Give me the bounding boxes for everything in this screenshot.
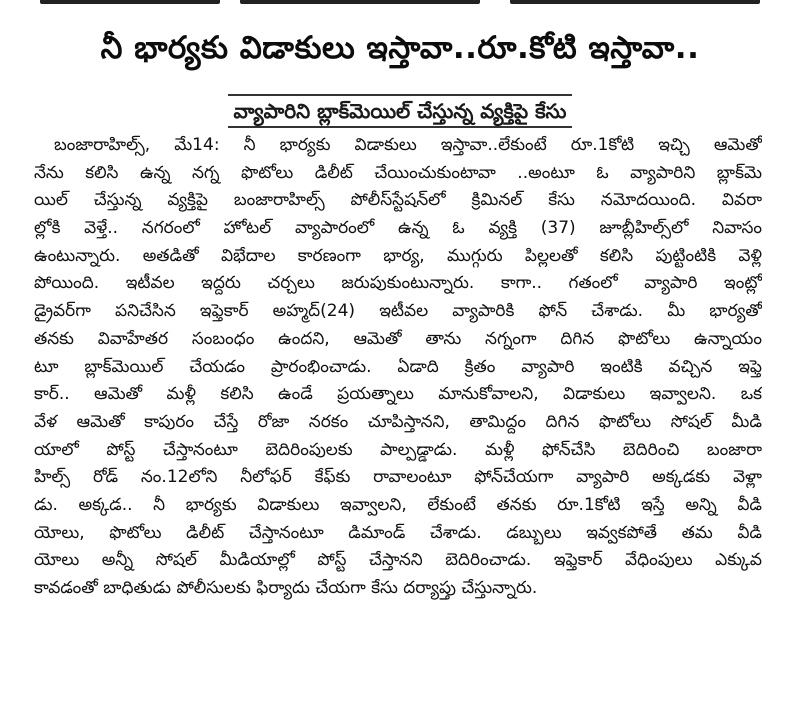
body-line: బంజారాహిల్స్, మే14: నీ భార్యకు విడాకులు ఇస్తావా..లేకుంటే రూ.1కోటి ఇచ్చి ఆమెతో xyxy=(54,135,762,155)
body-line: హిల్స్ రోడ్ నం.12లోని నీలోఫర్ కేఫ్‌కు రావాలంటూ ఫోన్‌చేయగా వ్యాపారి అక్కడకు వెళ్లా xyxy=(34,467,762,488)
remnant-text-stroke xyxy=(240,0,480,4)
article-subheadline-container xyxy=(0,94,800,128)
body-line: కార్.. ఆమెతో మళ్లీ కలిసి ఉండే ప్రయత్నాలు మానుకోవాలని, విడాకులు ఇవ్వాలని. ఒక xyxy=(34,384,762,405)
body-line: డు. అక్కడ.. నీ భార్యకు విడాకులు ఇవ్వాలని, లేకుంటే తనకు రూ.1కోటి ఇస్తే అన్ని వీడి xyxy=(34,494,762,515)
remnant-text-stroke xyxy=(510,0,760,4)
body-line: డ్రైవర్‌గా పనిచేసిన ఇఫ్తెకార్ అహ్మద్(24) ఇటీవల వ్యాపారికి ఫోన్ చేశాడు. మీ భార్యతో xyxy=(34,301,762,322)
article-headline: నీ భార్యకు విడాకులు ఇస్తావా..రూ.కోటి ఇస్తావా.. xyxy=(100,30,700,66)
remnant-text-stroke xyxy=(40,0,220,4)
body-line: పోయింది. ఇటీవల ఇద్దరు చర్చలు జరుపుకుంటున్నారు. కాగా.. గతంలో వ్యాపారి ఇంట్లో xyxy=(34,273,762,294)
previous-article-remnant xyxy=(40,0,760,6)
body-line: యోలు, ఫొటోలు డిలీట్ చేస్తానంటూ డిమాండ్ చేశాడు. డబ్బులు ఇవ్వకపోతే తమ వీడి xyxy=(34,522,762,543)
body-line: నేను కలిసి ఉన్న నగ్న ఫొటోలు డిలీట్ చేయించుకుంటావా ..అంటూ ఓ వ్యాపారిని బ్లాక్‌మె xyxy=(34,162,762,183)
body-line: ఉంటున్నారు. అతడితో విభేదాల కారణంగా భార్య, ముగ్గురు పిల్లలతో కలిసి పుట్టింటికి వెళ్లి xyxy=(34,245,762,266)
body-line: టూ బ్లాక్‌మెయిల్ చేయడం ప్రారంభించాడు. ఏడాది క్రితం వ్యాపారి ఇంటికి వచ్చిన ఇఫ్తె xyxy=(34,356,762,377)
body-line: తనకు వివాహేతర సంబంధం ఉందని, ఆమెతో తాను నగ్నంగా దిగిన ఫొటోలు ఉన్నాయం xyxy=(34,328,762,349)
body-line: ల్లోకి వెళ్తే.. నగరంలో హోటల్ వ్యాపారంలో ఉన్న ఓ వ్యక్తి (37) జూబ్లీహిల్స్‌లో నివాసం xyxy=(34,218,762,239)
body-line: యిల్ చేస్తున్న వ్యక్తిపై బంజారాహిల్స్ పోలీస్‌స్టేషన్‌లో క్రిమినల్ కేసు నమోదయింది. వివరా xyxy=(34,190,762,211)
body-line: యాలో పోస్ట్ చేస్తానంటూ బెదిరింపులకు పాల్పడ్డాడు. మళ్లీ ఫోన్‌చేసి బెదిరించి బంజారా xyxy=(34,439,762,460)
article-subheadline: వ్యాపారిని బ్లాక్‌మెయిల్ చేస్తున్న వ్యక్తిపై కేసు xyxy=(228,94,573,128)
body-line: వేళ ఆమెతో కాపురం చేస్తే రోజా నరకం చూపిస్తానని, తామిద్దం దిగిన ఫొటోలు సోషల్ మీడి xyxy=(34,411,762,432)
article-body xyxy=(34,132,762,603)
body-line: యోలు అన్నీ సోషల్ మీడియాల్లో పోస్ట్ చేస్తానని బెదిరించాడు. ఇఫ్తెకార్ వేధింపులు ఎక్కువ xyxy=(34,550,762,571)
body-line-last: కావడంతో బాధితుడు పోలీసులకు ఫిర్యాదు చేయగా కేసు దర్యాప్తు చేస్తున్నారు. xyxy=(34,578,538,598)
